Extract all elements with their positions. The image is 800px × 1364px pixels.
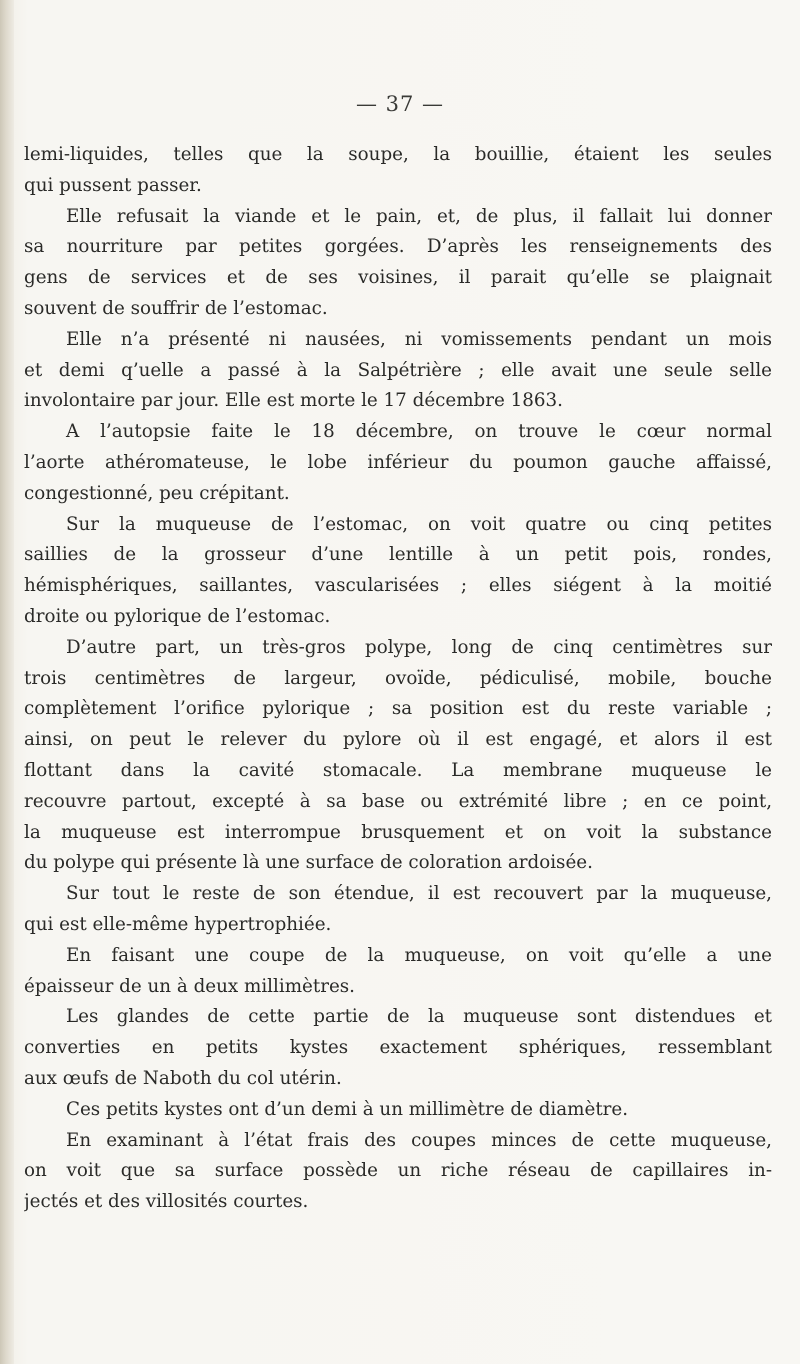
text-line: converties en petits kystes exactement sphériques, ressemblant [24,1037,772,1059]
text-line: recouvre partout, excepté à sa base ou extrémité libre ; en ce point, [24,790,772,812]
text-line: sa nourriture par petites gorgées. D’après les renseignements des [24,236,772,258]
text-line: flottant dans la cavité stomacale. La membrane muqueuse le [24,759,772,781]
text-line: Elle refusait la viande et le pain, et, de plus, il fallait lui donner [66,205,772,227]
text-line: saillies de la grosseur d’une lentille à un petit pois, rondes, [24,544,772,566]
text-line: du polype qui présente là une surface de coloration ardoisée. [24,852,593,874]
text-line: qui pussent passer. [24,174,202,196]
text-line: involontaire par jour. Elle est morte le 17 décembre 1863. [24,390,563,412]
page-binding-edge [0,0,14,1364]
text-line: complètement l’orifice pylorique ; sa position est du reste variable ; [24,698,772,720]
text-line: En examinant à l’état frais des coupes minces de cette muqueuse, [66,1129,772,1151]
text-line: Elle n’a présenté ni nausées, ni vomissements pendant un mois [66,328,772,350]
body-text [24,140,772,1218]
text-line: qui est elle-même hypertrophiée. [24,913,332,935]
text-line: hémisphériques, saillantes, vascularisées ; elles siégent à la moitié [24,575,772,597]
text-line: Ces petits kystes ont d’un demi à un millimètre de diamètre. [66,1098,629,1120]
text-line: Les glandes de cette partie de la muqueuse sont distendues et [66,1006,772,1028]
text-line: souvent de souffrir de l’estomac. [24,297,328,319]
text-line: l’aorte athéromateuse, le lobe inférieur du poumon gauche affaissé, [24,451,772,473]
text-line: jectés et des villosités courtes. [24,1191,309,1213]
text-line: lemi-liquides, telles que la soupe, la bouillie, étaient les seules [24,144,772,165]
text-line: gens de services et de ses voisines, il parait qu’elle se plaignait [24,267,772,289]
page-number-header: — 37 — [355,92,445,116]
text-line: ainsi, on peut le relever du pylore où il est engagé, et alors il est [24,729,772,751]
text-line: D’autre part, un très-gros polype, long de cinq centimètres sur [66,636,772,658]
text-line: droite ou pylorique de l’estomac. [24,605,331,627]
text-line: Sur la muqueuse de l’estomac, on voit quatre ou cinq petites [66,513,772,535]
text-line: trois centimètres de largeur, ovoïde, pédiculisé, mobile, bouche [24,667,772,689]
text-line: la muqueuse est interrompue brusquement et on voit la substance [24,821,772,843]
text-line: et demi q’uelle a passé à la Salpétrière ; elle avait une seule selle [24,359,772,381]
text-line: congestionné, peu crépitant. [24,482,290,504]
text-line: En faisant une coupe de la muqueuse, on voit qu’elle a une [66,944,772,966]
text-line: on voit que sa surface possède un riche réseau de capillaires in- [24,1160,772,1182]
text-line: A l’autopsie faite le 18 décembre, on trouve le cœur normal [66,421,772,443]
text-line: épaisseur de un à deux millimètres. [24,975,355,997]
text-line: aux œufs de Naboth du col utérin. [24,1067,342,1089]
text-line: Sur tout le reste de son étendue, il est recouvert par la muqueuse, [66,883,772,905]
